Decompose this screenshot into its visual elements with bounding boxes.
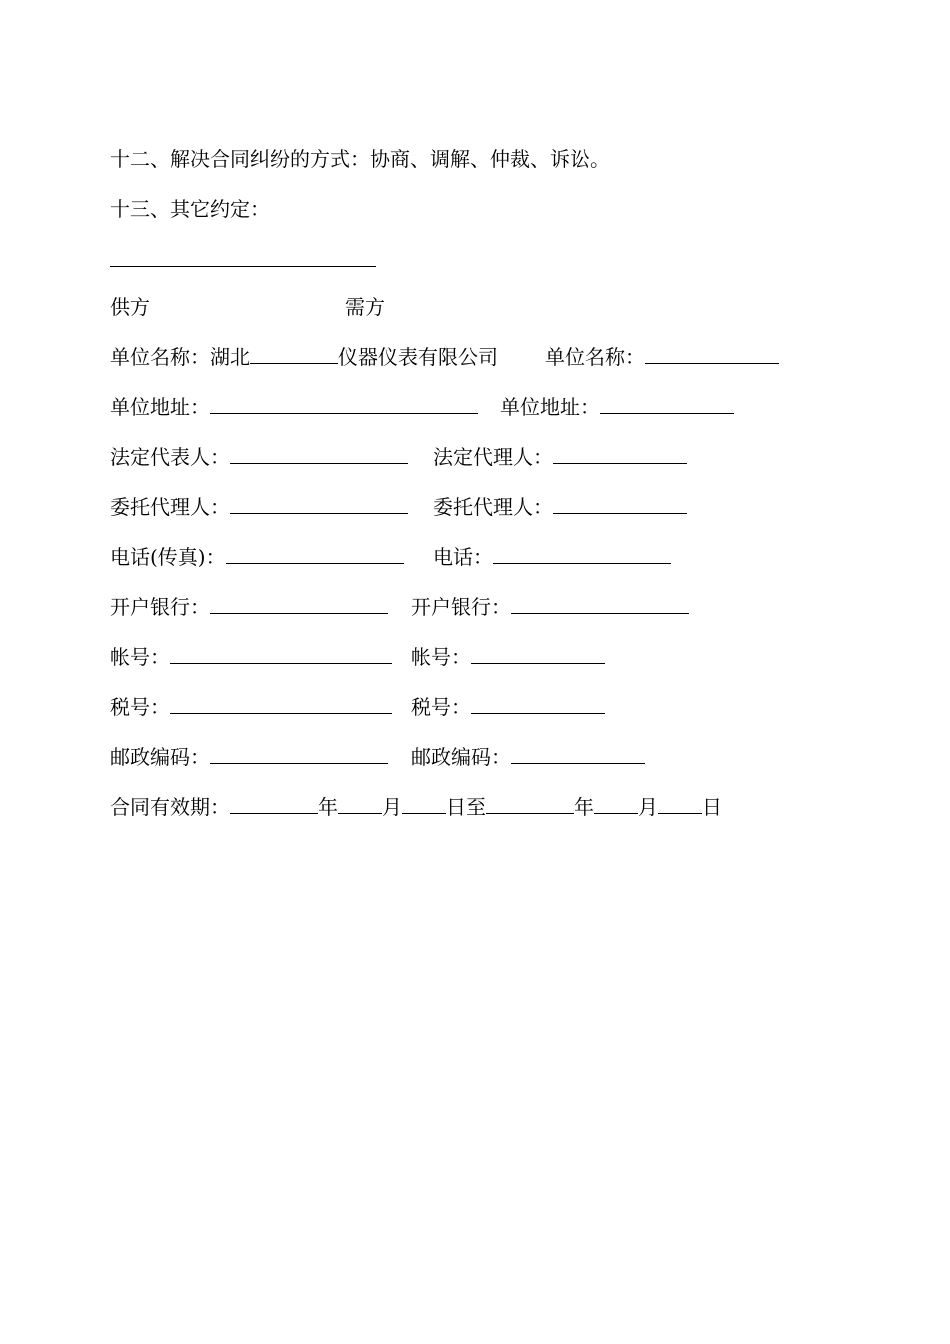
unit-name-row xyxy=(110,344,498,370)
buyer-postcode-label: 邮政编码： xyxy=(411,745,511,769)
clause-twelve: 十二、解决合同纠纷的方式：协商、调解、仲裁、诉讼。 xyxy=(110,147,610,171)
buyer-phone xyxy=(433,544,671,570)
buyer-entrusted-agent xyxy=(433,494,687,520)
supplier-unit-address-blank[interactable] xyxy=(210,395,478,414)
supplier-name-prefix: 湖北 xyxy=(210,345,250,369)
buyer-unit-name-label: 单位名称： xyxy=(545,345,645,369)
end-year-blank[interactable] xyxy=(486,795,574,814)
clause-thirteen: 十三、其它约定： xyxy=(110,197,270,221)
buyer-tax-blank[interactable] xyxy=(471,695,605,714)
supplier-phone-fax xyxy=(110,544,404,570)
supplier-account xyxy=(110,644,392,670)
supplier-bank-blank[interactable] xyxy=(210,595,388,614)
buyer-legal-agent-label: 法定代理人： xyxy=(433,445,553,469)
supplier-bank-label: 开户银行： xyxy=(110,595,210,619)
supplier-postcode-blank[interactable] xyxy=(210,745,388,764)
buyer-bank-label: 开户银行： xyxy=(411,595,511,619)
start-year-unit: 年 xyxy=(318,795,338,819)
supplier-legal-rep xyxy=(110,444,408,470)
buyer-bank xyxy=(411,594,689,620)
supplier-phone-fax-blank[interactable] xyxy=(226,545,404,564)
end-day-unit: 日 xyxy=(702,795,722,819)
buyer-account xyxy=(411,644,605,670)
buyer-legal-agent xyxy=(433,444,687,470)
buyer-unit-address xyxy=(500,394,734,420)
buyer-bank-blank[interactable] xyxy=(511,595,689,614)
buyer-unit-address-label: 单位地址： xyxy=(500,395,600,419)
contract-validity xyxy=(110,794,722,820)
supplier-account-label: 帐号： xyxy=(110,645,170,669)
buyer-phone-label: 电话： xyxy=(433,545,493,569)
buyer-unit-name-blank[interactable] xyxy=(645,345,779,364)
supplier-legal-rep-label: 法定代表人： xyxy=(110,445,230,469)
buyer-postcode-blank[interactable] xyxy=(511,745,645,764)
supplier-unit-address-label: 单位地址： xyxy=(110,395,210,419)
buyer-entrusted-agent-label: 委托代理人： xyxy=(433,495,553,519)
end-year-unit: 年 xyxy=(574,795,594,819)
start-year-blank[interactable] xyxy=(230,795,318,814)
supplier-bank xyxy=(110,594,388,620)
supplier-postcode xyxy=(110,744,388,770)
supplier-entrusted-agent-label: 委托代理人： xyxy=(110,495,230,519)
supplier-tax-blank[interactable] xyxy=(170,695,392,714)
buyer-legal-agent-blank[interactable] xyxy=(553,445,687,464)
buyer-unit-name xyxy=(545,344,779,370)
buyer-phone-blank[interactable] xyxy=(493,545,671,564)
supplier-name-suffix: 仪器仪表有限公司 xyxy=(338,345,498,369)
supplier-name-blank[interactable] xyxy=(250,345,338,364)
supplier-unit-name-label: 单位名称： xyxy=(110,345,210,369)
buyer-account-blank[interactable] xyxy=(471,645,605,664)
supplier-tax-label: 税号： xyxy=(110,695,170,719)
buyer-postcode xyxy=(411,744,645,770)
buyer-unit-address-blank[interactable] xyxy=(600,395,734,414)
supplier-entrusted-agent xyxy=(110,494,408,520)
supplier-heading: 供方 xyxy=(110,295,150,319)
buyer-heading: 需方 xyxy=(345,295,385,319)
supplier-account-blank[interactable] xyxy=(170,645,392,664)
supplier-postcode-label: 邮政编码： xyxy=(110,745,210,769)
start-day-to: 日至 xyxy=(446,795,486,819)
other-terms-blank[interactable] xyxy=(110,266,376,267)
supplier-tax xyxy=(110,694,392,720)
supplier-phone-fax-label: 电话(传真)： xyxy=(110,545,226,569)
end-month-unit: 月 xyxy=(638,795,658,819)
supplier-legal-rep-blank[interactable] xyxy=(230,445,408,464)
validity-label: 合同有效期： xyxy=(110,795,230,819)
buyer-entrusted-agent-blank[interactable] xyxy=(553,495,687,514)
start-month-unit: 月 xyxy=(382,795,402,819)
buyer-tax xyxy=(411,694,605,720)
end-month-blank[interactable] xyxy=(594,795,638,814)
supplier-unit-address xyxy=(110,394,478,420)
end-day-blank[interactable] xyxy=(658,795,702,814)
start-month-blank[interactable] xyxy=(338,795,382,814)
supplier-entrusted-agent-blank[interactable] xyxy=(230,495,408,514)
start-day-blank[interactable] xyxy=(402,795,446,814)
buyer-account-label: 帐号： xyxy=(411,645,471,669)
buyer-tax-label: 税号： xyxy=(411,695,471,719)
